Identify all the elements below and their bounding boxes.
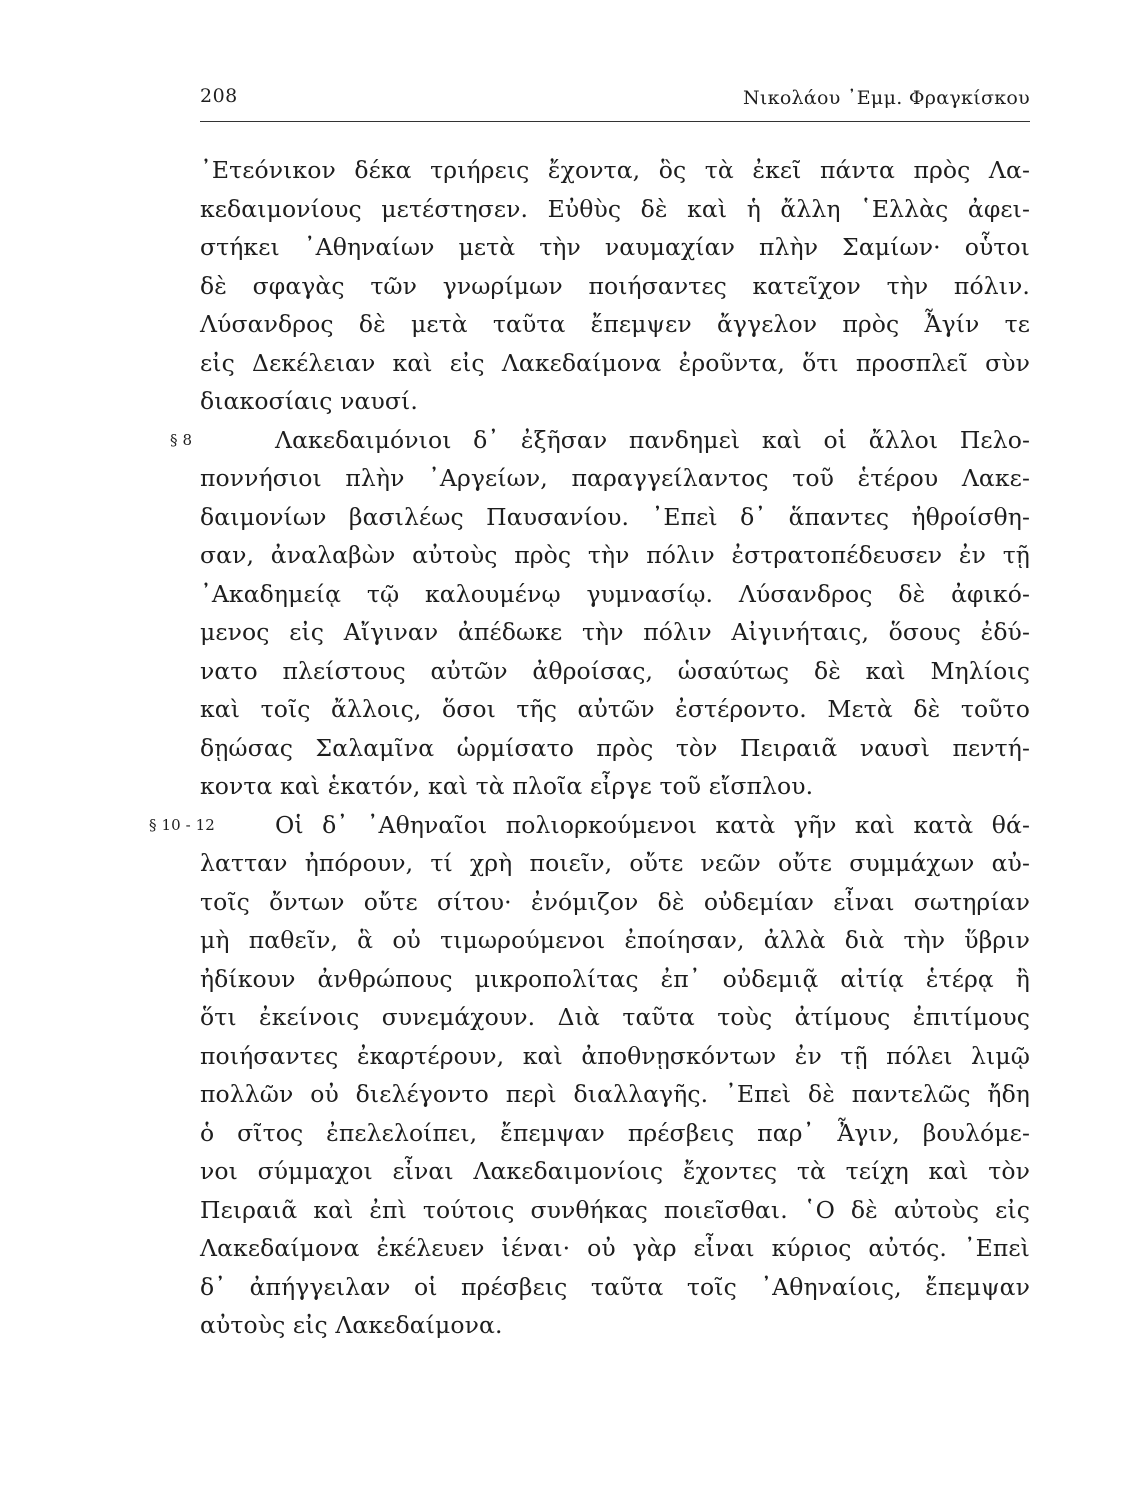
- text-line: καὶ τοῖς ἄλλοις, ὅσοι τῆς αὐτῶν ἐστέροντο. Μετὰ δὲ τοῦτο: [200, 695, 1030, 723]
- text-line: λατταν ἠπόρουν, τί χρὴ ποιεῖν, οὔτε νεῶν οὔτε συμμάχων αὐ-: [200, 849, 1030, 877]
- text-line: αὐτοὺς εἰς Λακεδαίμονα.: [200, 1311, 503, 1339]
- text-line: δῃώσας Σαλαμῖνα ὡρμίσατο πρὸς τὸν Πειραιᾶ ναυσὶ πεντή-: [200, 733, 1030, 762]
- text-line: δὲ σφαγὰς τῶν γνωρίμων ποιήσαντες κατεῖχον τὴν πόλιν.: [200, 271, 1030, 300]
- text-line: Πειραιᾶ καὶ ἐπὶ τούτοις συνθήκας ποιεῖσθαι. ῾Ο δὲ αὐτοὺς εἰς: [200, 1195, 1030, 1224]
- text-line-first: [149, 806, 1030, 845]
- header-rule: [200, 121, 1030, 122]
- text-line: ᾿Ακαδημείᾳ τῷ καλουμένῳ γυμνασίῳ. Λύσανδρος δὲ ἀφικό-: [200, 579, 1030, 608]
- text-line-content: Οἱ δ᾿ ᾿Αθηναῖοι πολιορκούμενοι κατὰ γῆν καὶ κατὰ θά-: [275, 810, 1030, 839]
- text-line: νοι σύμμαχοι εἶναι Λακεδαιμονίοις ἔχοντες τὰ τείχη καὶ τὸν: [200, 1157, 1030, 1185]
- text-line: διακοσίαις ναυσί.: [200, 387, 418, 415]
- text-line: εἰς Δεκέλειαν καὶ εἰς Λακεδαίμονα ἐροῦντα, ὅτι προσπλεῖ σὺν: [200, 348, 1030, 377]
- text-line: ὁ σῖτος ἐπελελοίπει, ἔπεμψαν πρέσβεις παρ᾿ Ἆγιν, βουλόμε-: [200, 1118, 1030, 1147]
- page-number: 208: [200, 85, 238, 107]
- text-line: στήκει ᾿Αθηναίων μετὰ τὴν ναυμαχίαν πλὴν Σαμίων· οὗτοι: [200, 233, 1030, 261]
- text-line: ποννήσιοι πλὴν ᾿Αργείων, παραγγείλαντος τοῦ ἑτέρου Λακε-: [200, 464, 1030, 492]
- text-line-first: [170, 421, 1030, 460]
- text-line: τοῖς ὄντων οὔτε σίτου· ἐνόμιζον δὲ οὐδεμίαν εἶναι σωτηρίαν: [200, 887, 1030, 916]
- text-line: δαιμονίων βασιλέως Παυσανίου. ᾿Επεὶ δ᾿ ἅπαντες ἠθροίσθη-: [200, 502, 1030, 531]
- running-head: Νικολάου ᾿Εμμ. Φραγκίσκου: [742, 87, 1030, 109]
- text-line: μενος εἰς Αἴγιναν ἀπέδωκε τὴν πόλιν Αἰγινήταις, ὅσους ἐδύ-: [200, 618, 1030, 646]
- section-marker: § 8: [170, 430, 193, 449]
- text-line: ἠδίκουν ἀνθρώπους μικροπολίτας ἐπ᾿ οὐδεμιᾷ αἰτίᾳ ἑτέρᾳ ἢ: [200, 964, 1030, 993]
- text-line: ὅτι ἐκείνοις συνεμάχουν. Διὰ ταῦτα τοὺς ἀτίμους ἐπιτίμους: [200, 1003, 1030, 1031]
- text-line: πολλῶν οὐ διελέγοντο περὶ διαλλαγῆς. ᾿Επεὶ δὲ παντελῶς ἤδη: [200, 1080, 1030, 1108]
- text-line: μὴ παθεῖν, ἃ οὐ τιμωρούμενοι ἐποίησαν, ἀλλὰ διὰ τὴν ὕβριν: [200, 926, 1030, 954]
- text-line: σαν, ἀναλαβὼν αὐτοὺς πρὸς τὴν πόλιν ἐστρατοπέδευσεν ἐν τῇ: [200, 541, 1030, 569]
- text-line: κοντα καὶ ἑκατόν, καὶ τὰ πλοῖα εἶργε τοῦ εἴσπλου.: [200, 772, 814, 800]
- text-line: δ᾿ ἀπήγγειλαν οἱ πρέσβεις ταῦτα τοῖς ᾿Αθηναίοις, ἔπεμψαν: [200, 1272, 1030, 1301]
- body-text: [149, 151, 1030, 1345]
- text-line: κεδαιμονίους μετέστησεν. Εὐθὺς δὲ καὶ ἡ ἄλλη ῾Ελλὰς ἀφει-: [200, 194, 1030, 223]
- paragraph-1: [200, 151, 1030, 421]
- text-line: νατο πλείστους αὐτῶν ἀθροίσας, ὡσαύτως δὲ καὶ Μηλίοις: [200, 656, 1030, 685]
- section-marker: § 10 - 12: [149, 815, 215, 834]
- text-line: ᾿Ετεόνικον δέκα τριήρεις ἔχοντα, ὃς τὰ ἐκεῖ πάντα πρὸς Λα-: [200, 156, 1030, 184]
- paragraph-3: [149, 806, 1030, 1345]
- text-line: Λύσανδρος δὲ μετὰ ταῦτα ἔπεμψεν ἄγγελον πρὸς Ἆγίν τε: [200, 310, 1030, 338]
- text-line: Λακεδαίμονα ἐκέλευεν ἰέναι· οὐ γὰρ εἶναι κύριος αὐτός. ᾿Επεὶ: [200, 1234, 1030, 1262]
- text-line-content: Λακεδαιμόνιοι δ᾿ ἐξῆσαν πανδημεὶ καὶ οἱ ἄλλοι Πελο-: [275, 425, 1030, 454]
- page-header: [200, 83, 1030, 117]
- text-line: ποιήσαντες ἐκαρτέρουν, καὶ ἀποθνῃσκόντων ἐν τῇ πόλει λιμῷ: [200, 1041, 1030, 1070]
- paragraph-2: [170, 421, 1030, 806]
